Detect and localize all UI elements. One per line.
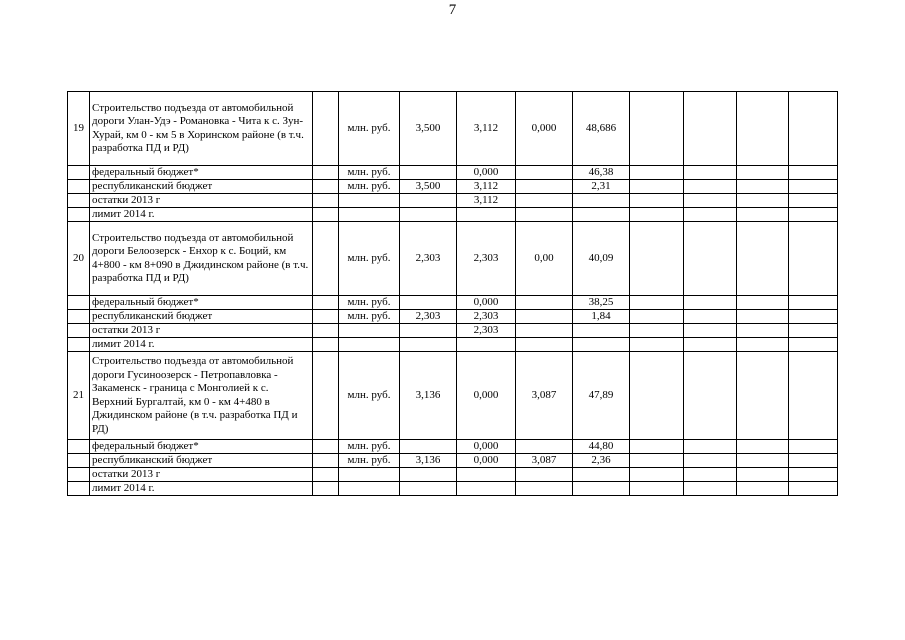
funding-label: остатки 2013 г xyxy=(90,468,313,482)
funding-row xyxy=(68,166,890,180)
value-cell: 3,112 xyxy=(457,194,516,208)
value-cell: 0,000 xyxy=(457,440,516,454)
unit-cell: млн. руб. xyxy=(339,92,400,166)
blank-cell xyxy=(789,454,838,468)
blank-cell xyxy=(684,166,737,180)
value-cell xyxy=(516,482,573,496)
unit-cell xyxy=(339,208,400,222)
project-title: Строительство подъезда от автомобильной дороги Улан-Удэ - Романовка - Чита к с. Зун-Хурай, км 0 - км 5 в Хоринском районе (в т.ч. разработка ПД и РД) xyxy=(90,92,313,166)
blank-cell xyxy=(789,180,838,194)
budget-table xyxy=(67,91,890,496)
blank-cell xyxy=(684,468,737,482)
funding-row xyxy=(68,440,890,454)
project-title: Строительство подъезда от автомобильной дороги Гусиноозерск - Петропавловка - Закаменск - граница с Монголией к с. Верхний Бургалтай, км 0 - км 4+480 в Джидинском районе (в т.ч. разработка ПД и РД) xyxy=(90,352,313,440)
blank-cell xyxy=(684,338,737,352)
value-cell: 0,000 xyxy=(457,454,516,468)
blank-cell xyxy=(68,296,90,310)
value-cell: 2,303 xyxy=(400,222,457,296)
value-cell xyxy=(573,482,630,496)
funding-row xyxy=(68,454,890,468)
value-cell xyxy=(516,208,573,222)
value-cell xyxy=(400,338,457,352)
blank-cell xyxy=(684,310,737,324)
blank-cell xyxy=(68,468,90,482)
blank-cell xyxy=(630,482,684,496)
blank-cell xyxy=(630,310,684,324)
blank-cell xyxy=(313,338,339,352)
blank-cell xyxy=(684,222,737,296)
value-cell xyxy=(516,194,573,208)
project-title: Строительство подъезда от автомобильной дороги Белоозерск - Енхор к с. Боций, км 4+800 - км 8+090 в Джидинском районе (в т.ч. разработка ПД и РД) xyxy=(90,222,313,296)
funding-label: лимит 2014 г. xyxy=(90,482,313,496)
blank-cell xyxy=(684,194,737,208)
blank-cell xyxy=(313,310,339,324)
unit-cell: млн. руб. xyxy=(339,454,400,468)
blank-cell xyxy=(737,310,789,324)
blank-cell xyxy=(684,352,737,440)
value-cell xyxy=(516,166,573,180)
blank-cell xyxy=(737,454,789,468)
value-cell xyxy=(400,324,457,338)
value-cell: 46,38 xyxy=(573,166,630,180)
blank-cell xyxy=(313,324,339,338)
funding-row xyxy=(68,208,890,222)
blank-cell xyxy=(737,194,789,208)
blank-cell xyxy=(68,440,90,454)
blank-cell xyxy=(737,468,789,482)
value-cell: 1,84 xyxy=(573,310,630,324)
blank-cell xyxy=(737,440,789,454)
blank-cell xyxy=(68,454,90,468)
value-cell xyxy=(400,468,457,482)
unit-cell: млн. руб. xyxy=(339,166,400,180)
blank-cell xyxy=(684,482,737,496)
value-cell: 38,25 xyxy=(573,296,630,310)
value-cell: 3,112 xyxy=(457,180,516,194)
blank-cell xyxy=(684,454,737,468)
blank-cell xyxy=(737,166,789,180)
blank-cell xyxy=(684,324,737,338)
value-cell: 40,09 xyxy=(573,222,630,296)
blank-cell xyxy=(737,482,789,496)
blank-cell xyxy=(737,180,789,194)
value-cell xyxy=(573,468,630,482)
project-row xyxy=(68,352,890,440)
value-cell: 3,087 xyxy=(516,352,573,440)
blank-cell xyxy=(789,482,838,496)
blank-cell xyxy=(630,180,684,194)
blank-cell xyxy=(789,440,838,454)
value-cell: 48,686 xyxy=(573,92,630,166)
blank-cell xyxy=(68,208,90,222)
value-cell: 3,500 xyxy=(400,92,457,166)
blank-cell xyxy=(313,296,339,310)
blank-cell xyxy=(737,92,789,166)
value-cell xyxy=(573,194,630,208)
value-cell xyxy=(516,296,573,310)
value-cell xyxy=(516,180,573,194)
value-cell xyxy=(516,338,573,352)
page-number: 7 xyxy=(448,2,457,18)
blank-cell xyxy=(630,92,684,166)
blank-cell xyxy=(789,222,838,296)
unit-cell: млн. руб. xyxy=(339,180,400,194)
unit-cell: млн. руб. xyxy=(339,296,400,310)
value-cell xyxy=(400,194,457,208)
unit-cell: млн. руб. xyxy=(339,440,400,454)
unit-cell: млн. руб. xyxy=(339,310,400,324)
value-cell xyxy=(573,338,630,352)
blank-cell xyxy=(313,440,339,454)
funding-row xyxy=(68,468,890,482)
unit-cell: млн. руб. xyxy=(339,352,400,440)
project-number: 19 xyxy=(68,92,90,166)
funding-label: лимит 2014 г. xyxy=(90,338,313,352)
blank-cell xyxy=(630,440,684,454)
value-cell: 2,303 xyxy=(457,310,516,324)
value-cell xyxy=(573,208,630,222)
unit-cell xyxy=(339,468,400,482)
blank-cell xyxy=(789,338,838,352)
blank-cell xyxy=(684,92,737,166)
blank-cell xyxy=(630,454,684,468)
blank-cell xyxy=(789,468,838,482)
project-row xyxy=(68,222,890,296)
blank-cell xyxy=(789,296,838,310)
funding-label: республиканский бюджет xyxy=(90,454,313,468)
blank-cell xyxy=(313,180,339,194)
blank-cell xyxy=(737,338,789,352)
blank-cell xyxy=(630,194,684,208)
blank-cell xyxy=(630,166,684,180)
value-cell xyxy=(400,166,457,180)
blank-cell xyxy=(313,208,339,222)
value-cell: 0,00 xyxy=(516,222,573,296)
blank-cell xyxy=(737,352,789,440)
blank-cell xyxy=(630,324,684,338)
value-cell: 0,000 xyxy=(516,92,573,166)
blank-cell xyxy=(68,324,90,338)
blank-cell xyxy=(313,92,339,166)
value-cell: 3,136 xyxy=(400,352,457,440)
value-cell xyxy=(457,482,516,496)
blank-cell xyxy=(313,482,339,496)
blank-cell xyxy=(789,208,838,222)
funding-row xyxy=(68,324,890,338)
unit-cell xyxy=(339,482,400,496)
blank-cell xyxy=(684,440,737,454)
blank-cell xyxy=(313,166,339,180)
blank-cell xyxy=(313,194,339,208)
value-cell xyxy=(400,296,457,310)
value-cell: 0,000 xyxy=(457,352,516,440)
value-cell: 44,80 xyxy=(573,440,630,454)
value-cell xyxy=(516,440,573,454)
blank-cell xyxy=(313,222,339,296)
funding-row xyxy=(68,482,890,496)
value-cell: 2,31 xyxy=(573,180,630,194)
blank-cell xyxy=(68,482,90,496)
blank-cell xyxy=(737,296,789,310)
blank-cell xyxy=(630,468,684,482)
funding-label: федеральный бюджет* xyxy=(90,440,313,454)
blank-cell xyxy=(737,208,789,222)
value-cell: 3,136 xyxy=(400,454,457,468)
value-cell xyxy=(516,324,573,338)
funding-row xyxy=(68,310,890,324)
funding-label: республиканский бюджет xyxy=(90,310,313,324)
funding-row xyxy=(68,338,890,352)
unit-cell xyxy=(339,194,400,208)
value-cell: 2,303 xyxy=(457,324,516,338)
project-number: 21 xyxy=(68,352,90,440)
blank-cell xyxy=(68,338,90,352)
value-cell xyxy=(573,324,630,338)
funding-row xyxy=(68,296,890,310)
value-cell: 2,36 xyxy=(573,454,630,468)
funding-row xyxy=(68,180,890,194)
value-cell xyxy=(400,440,457,454)
value-cell: 2,303 xyxy=(400,310,457,324)
value-cell: 0,000 xyxy=(457,296,516,310)
blank-cell xyxy=(68,166,90,180)
blank-cell xyxy=(684,208,737,222)
value-cell xyxy=(400,482,457,496)
blank-cell xyxy=(789,194,838,208)
blank-cell xyxy=(630,352,684,440)
blank-cell xyxy=(68,194,90,208)
funding-row xyxy=(68,194,890,208)
value-cell: 3,112 xyxy=(457,92,516,166)
project-row xyxy=(68,92,890,166)
value-cell xyxy=(400,208,457,222)
value-cell: 47,89 xyxy=(573,352,630,440)
funding-label: лимит 2014 г. xyxy=(90,208,313,222)
blank-cell xyxy=(737,222,789,296)
value-cell: 0,000 xyxy=(457,166,516,180)
blank-cell xyxy=(684,180,737,194)
value-cell: 2,303 xyxy=(457,222,516,296)
project-number: 20 xyxy=(68,222,90,296)
unit-cell xyxy=(339,338,400,352)
value-cell: 3,087 xyxy=(516,454,573,468)
blank-cell xyxy=(630,222,684,296)
blank-cell xyxy=(789,310,838,324)
funding-label: остатки 2013 г xyxy=(90,324,313,338)
funding-label: республиканский бюджет xyxy=(90,180,313,194)
value-cell xyxy=(457,468,516,482)
blank-cell xyxy=(313,352,339,440)
unit-cell: млн. руб. xyxy=(339,222,400,296)
blank-cell xyxy=(789,92,838,166)
blank-cell xyxy=(789,352,838,440)
blank-cell xyxy=(313,454,339,468)
value-cell xyxy=(457,208,516,222)
blank-cell xyxy=(630,208,684,222)
value-cell xyxy=(516,310,573,324)
funding-label: остатки 2013 г xyxy=(90,194,313,208)
blank-cell xyxy=(68,310,90,324)
value-cell xyxy=(457,338,516,352)
blank-cell xyxy=(789,324,838,338)
value-cell xyxy=(516,468,573,482)
blank-cell xyxy=(630,296,684,310)
blank-cell xyxy=(313,468,339,482)
blank-cell xyxy=(630,338,684,352)
blank-cell xyxy=(789,166,838,180)
funding-label: федеральный бюджет* xyxy=(90,296,313,310)
blank-cell xyxy=(68,180,90,194)
value-cell: 3,500 xyxy=(400,180,457,194)
unit-cell xyxy=(339,324,400,338)
funding-label: федеральный бюджет* xyxy=(90,166,313,180)
blank-cell xyxy=(737,324,789,338)
blank-cell xyxy=(684,296,737,310)
